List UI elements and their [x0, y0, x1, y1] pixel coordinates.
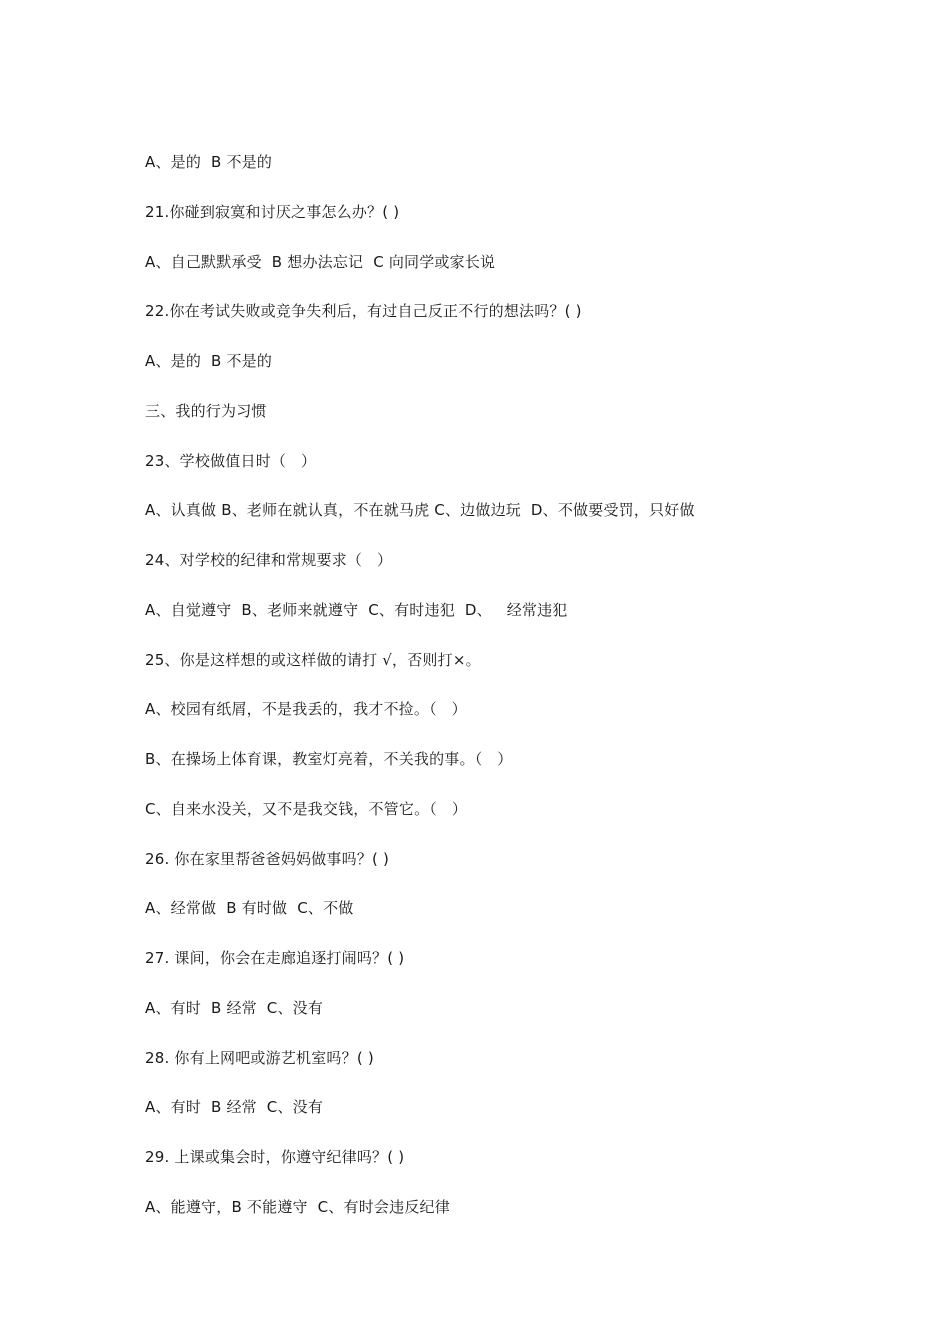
question-22: 22.你在考试失败或竞争失利后，有过自己反正不行的想法吗？( ) [145, 302, 582, 320]
answer-options-21: A、自己默默承受 B 想办法忘记 C 向同学或家长说 [145, 253, 496, 271]
question-23: 23、学校做值日时（ ） [145, 452, 317, 470]
question-27: 27. 课间，你会在走廊追逐打闹吗？( ) [145, 949, 405, 967]
statement-25c: C、自来水没关，又不是我交钱，不管它。（ ） [145, 800, 468, 818]
answer-options-26: A、经常做 B 有时做 C、不做 [145, 899, 354, 917]
answer-options-27: A、有时 B 经常 C、没有 [145, 999, 324, 1017]
answer-options-28: A、有时 B 经常 C、没有 [145, 1098, 324, 1116]
answer-options-23: A、认真做 B、老师在就认真，不在就马虎 C、边做边玩 D、不做要受罚，只好做 [145, 501, 695, 519]
question-29: 29. 上课或集会时，你遵守纪律吗？( ) [145, 1148, 405, 1166]
statement-25a: A、校园有纸屑，不是我丢的，我才不捡。（ ） [145, 700, 467, 718]
section-heading: 三、我的行为习惯 [145, 402, 267, 420]
statement-25b: B、在操场上体育课，教室灯亮着，不关我的事。（ ） [145, 750, 513, 768]
answer-options-24: A、自觉遵守 B、老师来就遵守 C、有时违犯 D、 经常违犯 [145, 601, 568, 619]
answer-options-29: A、能遵守，B 不能遵守 C、有时会违反纪律 [145, 1198, 450, 1216]
question-25: 25、你是这样想的或这样做的请打 √，否则打×。 [145, 651, 481, 669]
question-28: 28. 你有上网吧或游艺机室吗？( ) [145, 1049, 374, 1067]
question-24: 24、对学校的纪律和常规要求（ ） [145, 551, 393, 569]
question-21: 21.你碰到寂寞和讨厌之事怎么办？( ) [145, 203, 400, 221]
answer-options-20: A、是的 B 不是的 [145, 153, 273, 171]
question-26: 26. 你在家里帮爸爸妈妈做事吗？( ) [145, 850, 390, 868]
answer-options-22: A、是的 B 不是的 [145, 352, 273, 370]
